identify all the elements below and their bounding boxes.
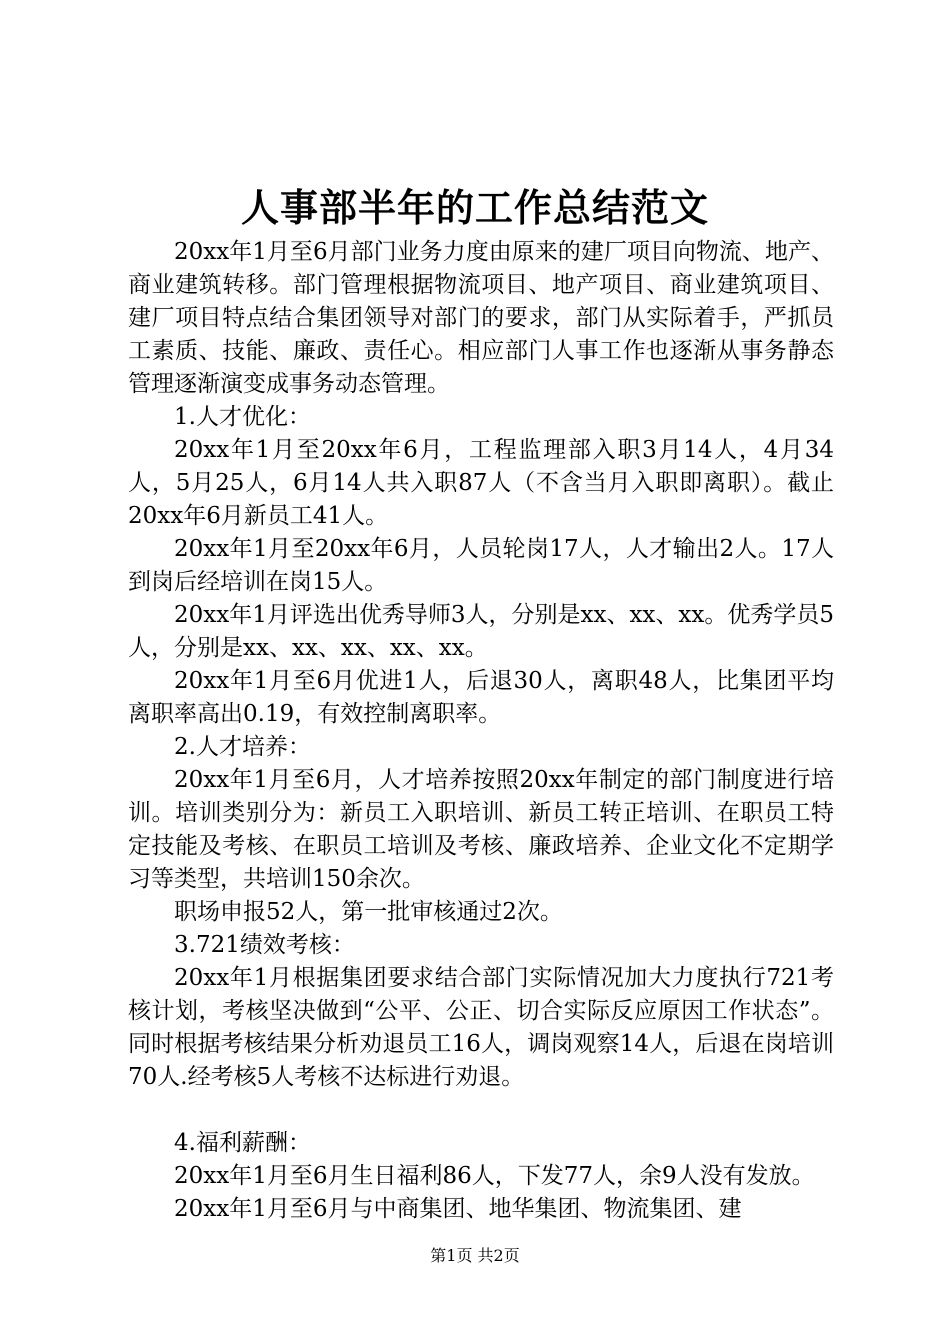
section-heading-benefits: 4.福利薪酬： [174, 1130, 311, 1156]
document-body [128, 236, 834, 1226]
paragraph-performance: 20xx年1月根据集团要求结合部门实际情况加大力度执行721考核计划，考核坚决做到“公平、公正、切合实际反应原因工作状态”。同时根据考核结果分析劝退员工16人，调岗观察14人，后退在岗培训70人.经考核5人考核不达标进行劝退。 [128, 965, 834, 1090]
paragraph-turnover: 20xx年1月至6月优进1人，后退30人，离职48人，比集团平均离职率高出0.19，有效控制离职率。 [128, 668, 834, 727]
paragraph-intro: 20xx年1月至6月部门业务力度由原来的建厂项目向物流、地产、商业建筑转移。部门管理根据物流项目、地产项目、商业建筑项目、建厂项目特点结合集团领导对部门的要求，部门从实际着手，严抓员工素质、技能、廉政、责任心。相应部门人事工作也逐渐从事务静态管理逐渐演变成事务动态管理。 [128, 239, 834, 397]
page-number-footer: 第1页 共2页 [430, 1246, 520, 1265]
paragraph-certification: 职场申报52人，第一批审核通过2次。 [174, 899, 563, 925]
paragraph-partners: 20xx年1月至6月与中商集团、地华集团、物流集团、建 [174, 1196, 742, 1222]
paragraph-training: 20xx年1月至6月，人才培养按照20xx年制定的部门制度进行培训。培训类别分为：新员工入职培训、新员工转正培训、在职员工特定技能及考核、在职员工培训及考核、廉政培养、企业文化不定期学习等类型，共培训150余次。 [128, 767, 834, 892]
section-heading-performance: 3.721绩效考核： [174, 932, 355, 958]
paragraph-birthday-benefits: 20xx年1月至6月生日福利86人，下发77人，余9人没有发放。 [174, 1163, 815, 1189]
paragraph-mentors: 20xx年1月评选出优秀导师3人，分别是xx、xx、xx。优秀学员5人，分别是xx、xx、xx、xx、xx。 [128, 602, 834, 661]
paragraph-rotation: 20xx年1月至20xx年6月，人员轮岗17人，人才输出2人。17人到岗后经培训在岗15人。 [128, 536, 834, 595]
section-heading-talent-training: 2.人才培养： [174, 734, 311, 760]
document-title: 人事部半年的工作总结范文 [240, 185, 709, 230]
paragraph-spacer [128, 1094, 834, 1127]
paragraph-hiring: 20xx年1月至20xx年6月，工程监理部入职3月14人，4月34人，5月25人，6月14人共入职87人（不含当月入职即离职）。截止20xx年6月新员工41人。 [128, 437, 834, 529]
section-heading-talent-optimization: 1.人才优化： [174, 404, 311, 430]
